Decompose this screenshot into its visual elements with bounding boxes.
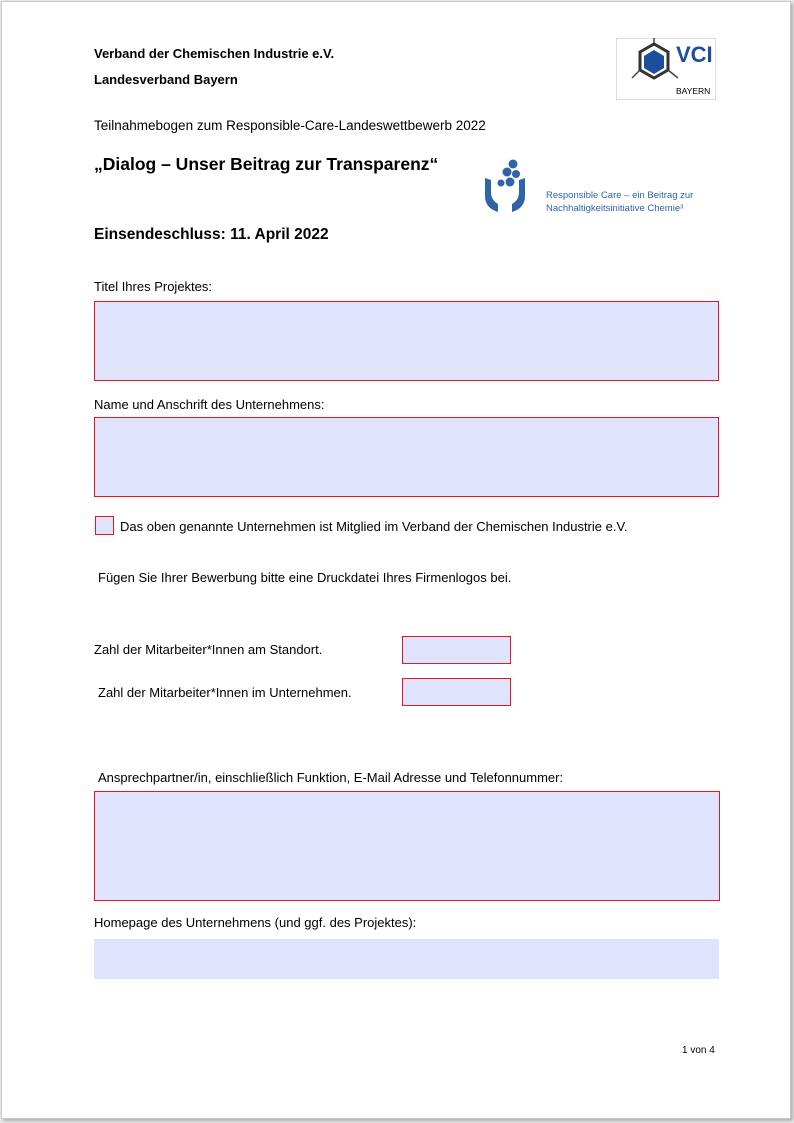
contact-label: Ansprechpartner/in, einschließlich Funktion, E-Mail Adresse und Telefonnummer: — [98, 770, 564, 785]
homepage-field[interactable] — [94, 939, 719, 979]
employees-company-label: Zahl der Mitarbeiter*Innen im Unternehmen. — [98, 685, 352, 700]
project-title-label: Titel Ihres Projektes: — [94, 279, 213, 294]
rc-logo-line2: Nachhaltigkeitsinitiative Chemie³ — [546, 203, 684, 214]
vci-logo — [616, 38, 716, 100]
campaign-title: „Dialog – Unser Beitrag zur Transparenz“ — [94, 154, 439, 174]
document-page — [1, 1, 791, 1119]
contact-field[interactable] — [94, 791, 720, 901]
member-checkbox[interactable] — [95, 516, 114, 535]
svg-text:VCI: VCI — [676, 42, 713, 67]
member-checkbox-label: Das oben genannte Unternehmen ist Mitglied im Verband der Chemischen Industrie e.V. — [120, 519, 628, 534]
form-subtitle: Teilnahmebogen zum Responsible-Care-Landeswettbewerb 2022 — [94, 118, 486, 133]
org-name: Verband der Chemischen Industrie e.V. — [94, 46, 335, 61]
page-number: 1 von 4 — [682, 1045, 715, 1056]
deadline: Einsendeschluss: 11. April 2022 — [94, 226, 329, 243]
rc-logo-line1: Responsible Care – ein Beitrag zur — [546, 190, 694, 201]
homepage-label: Homepage des Unternehmens (und ggf. des Projektes): — [94, 915, 417, 930]
logo-note: Fügen Sie Ihrer Bewerbung bitte eine Druckdatei Ihres Firmenlogos bei. — [98, 570, 512, 585]
responsible-care-logo — [480, 156, 722, 218]
company-field[interactable] — [94, 417, 719, 497]
project-title-field[interactable] — [94, 301, 719, 381]
org-region: Landesverband Bayern — [94, 72, 238, 87]
employees-site-field[interactable] — [402, 636, 511, 664]
company-label: Name und Anschrift des Unternehmens: — [94, 397, 325, 412]
svg-text:BAYERN: BAYERN — [676, 86, 711, 96]
employees-site-label: Zahl der Mitarbeiter*Innen am Standort. — [94, 642, 323, 657]
employees-company-field[interactable] — [402, 678, 511, 706]
